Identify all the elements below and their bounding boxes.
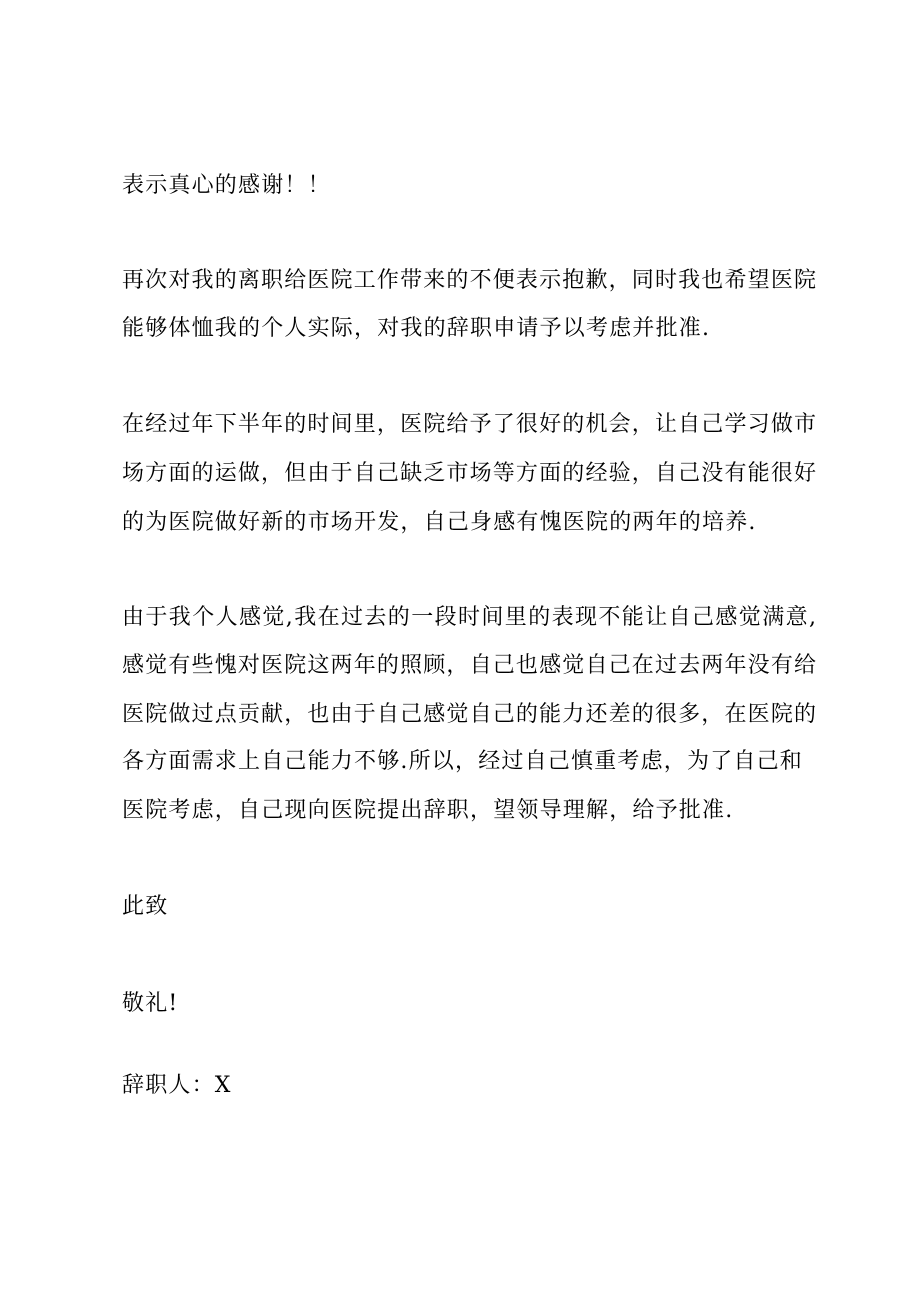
paragraph-reason-line-2: 感觉有些愧对医院这两年的照顾，自己也感觉自己在过去两年没有给 xyxy=(122,653,816,678)
paragraph-reason-line-4: 各方面需求上自己能力不够.所以，经过自己慎重考虑，为了自己和 xyxy=(122,749,803,774)
paragraph-reason-line-5: 医院考虑，自己现向医院提出辞职，望领导理解，给予批准. xyxy=(122,798,734,823)
salutation-text: 敬礼! xyxy=(122,991,179,1016)
signature-text: 辞职人：X xyxy=(122,1073,232,1098)
paragraph-experience-line-1: 在经过年下半年的时间里，医院给予了很好的机会，让自己学习做市 xyxy=(122,412,816,437)
paragraph-apology-line-1: 再次对我的离职给医院工作带来的不便表示抱歉，同时我也希望医院 xyxy=(122,268,816,293)
paragraph-experience-line-3: 的为医院做好新的市场开发，自己身感有愧医院的两年的培养. xyxy=(122,510,757,535)
paragraph-experience-line-2: 场方面的运做，但由于自己缺乏市场等方面的经验，自己没有能很好 xyxy=(122,461,816,486)
closing-text: 此致 xyxy=(122,894,169,919)
paragraph-reason-line-3: 医院做过点贡献，也由于自己感觉自己的能力还差的很多，在医院的 xyxy=(122,702,816,727)
paragraph-apology-line-2: 能够体恤我的个人实际，对我的辞职申请予以考虑并批准. xyxy=(122,316,711,341)
paragraph-reason-line-1: 由于我个人感觉,我在过去的一段时间里的表现不能让自己感觉满意, xyxy=(122,605,816,630)
paragraph-thanks-line-1: 表示真心的感谢！！ xyxy=(122,173,331,198)
